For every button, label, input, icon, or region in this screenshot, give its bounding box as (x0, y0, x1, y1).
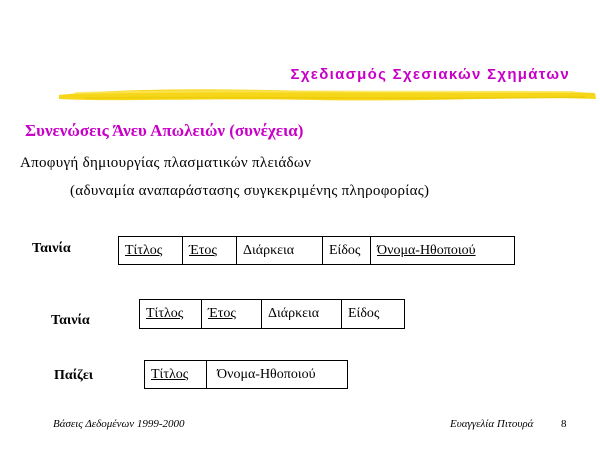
relation-name-paizei: Παίζει (54, 368, 94, 383)
attribute-cell: Είδος (348, 306, 380, 321)
body-line-1: Αποφυγή δημιουργίας πλασματικών πλειάδων (20, 155, 312, 171)
relation-name-tainia-full: Ταινία (32, 241, 71, 256)
attribute-cell: Τίτλος (140, 300, 202, 328)
relation-schema-tainia-full (118, 236, 515, 265)
relation-schema-paizei (144, 360, 348, 389)
attribute-cell: Είδος (323, 237, 371, 264)
title-highlight-stroke (55, 86, 600, 104)
relation-name-tainia: Ταινία (51, 313, 90, 328)
attribute-cell: Έτος (202, 300, 262, 328)
body-line-2: (αδυναμία αναπαράστασης συγκεκριμένης πληροφορίας) (70, 183, 430, 199)
relation-schema-tainia (139, 299, 405, 329)
attribute-cell: Τίτλος (119, 237, 183, 264)
attribute-cell: Τίτλος (145, 361, 207, 388)
attribute-cell: Όνομα-Ηθοποιού (377, 242, 476, 258)
attribute-cell: Έτος (183, 237, 237, 264)
attribute-cell: Διάρκεια (237, 237, 323, 264)
attribute-cell: Διάρκεια (262, 300, 342, 328)
attribute-cell: Όνομα-Ηθοποιού (217, 366, 316, 382)
slide-title: Σχεδιασμός Σχεσιακών Σχημάτων (290, 66, 570, 83)
footer-course: Βάσεις Δεδομένων 1999-2000 (53, 418, 185, 430)
footer-author: Ευαγγελία Πιτουρά (450, 418, 534, 430)
page-number: 8 (561, 418, 567, 430)
slide-subtitle: Συνενώσεις Άνευ Απωλειών (συνέχεια) (25, 121, 304, 140)
